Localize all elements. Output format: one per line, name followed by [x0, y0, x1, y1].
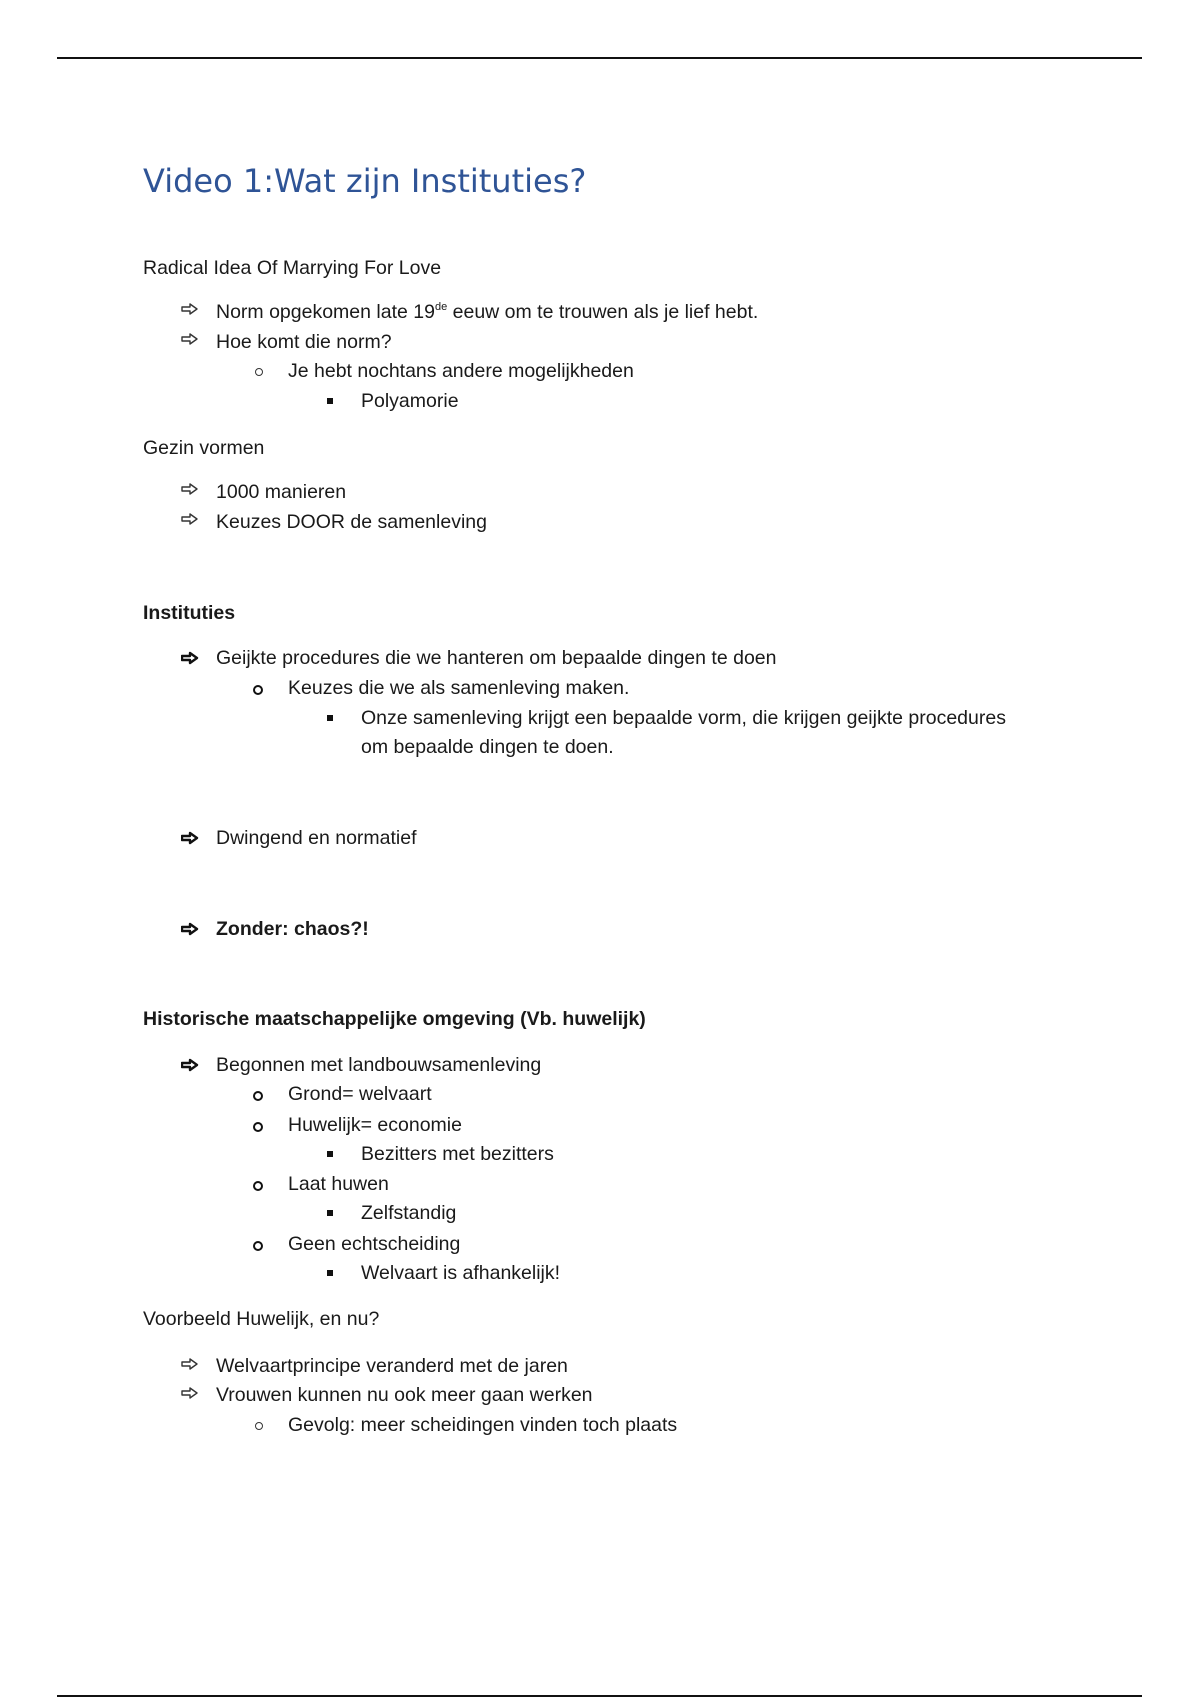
square-bullet-icon [327, 1210, 333, 1216]
list-item: Bezitters met bezitters [361, 1143, 554, 1165]
list-item: Begonnen met landbouwsamenleving [216, 1054, 542, 1076]
circle-bullet-icon [255, 1422, 263, 1430]
circle-bullet-icon [253, 685, 263, 695]
square-bullet-icon [327, 398, 333, 404]
section-heading-love: Radical Idea Of Marrying For Love [143, 257, 442, 279]
list-item: Gevolg: meer scheidingen vinden toch plaats [288, 1414, 678, 1436]
section-heading-gezin: Gezin vormen [143, 437, 265, 459]
page-title: Video 1:Wat zijn Instituties? [143, 162, 587, 200]
list-item: Dwingend en normatief [216, 827, 417, 849]
arrow-bullet-icon [181, 1357, 199, 1371]
header-rule [57, 57, 1142, 59]
list-item: Zelfstandig [361, 1202, 457, 1224]
arrow-bullet-icon [181, 1386, 199, 1400]
circle-bullet-icon [253, 1122, 263, 1132]
list-item: Je hebt nochtans andere mogelijkheden [288, 360, 634, 382]
circle-bullet-icon [255, 368, 263, 376]
list-item-continuation: om bepaalde dingen te doen. [361, 736, 614, 758]
arrow-bullet-icon [181, 512, 199, 526]
list-item: Keuzes die we als samenleving maken. [288, 677, 630, 699]
list-item: Zonder: chaos?! [216, 918, 369, 940]
arrow-bullet-bold-icon [181, 922, 199, 936]
circle-bullet-icon [253, 1241, 263, 1251]
square-bullet-icon [327, 1270, 333, 1276]
list-item: Welvaartprincipe veranderd met de jaren [216, 1355, 568, 1377]
arrow-bullet-icon [181, 302, 199, 316]
arrow-bullet-bold-icon [181, 1058, 199, 1072]
list-item: Laat huwen [288, 1173, 389, 1195]
arrow-bullet-icon [181, 332, 199, 346]
arrow-bullet-icon [181, 482, 199, 496]
list-item: Geen echtscheiding [288, 1233, 461, 1255]
square-bullet-icon [327, 1151, 333, 1157]
circle-bullet-icon [253, 1181, 263, 1191]
list-item: Hoe komt die norm? [216, 331, 392, 353]
list-item: Vrouwen kunnen nu ook meer gaan werken [216, 1384, 593, 1406]
list-item: Huwelijk= economie [288, 1114, 462, 1136]
section-heading-instituties: Instituties [143, 602, 236, 624]
list-item: 1000 manieren [216, 481, 347, 503]
arrow-bullet-bold-icon [181, 651, 199, 665]
list-item: Polyamorie [361, 390, 459, 412]
list-item: Keuzes DOOR de samenleving [216, 511, 487, 533]
footer-rule [57, 1695, 1142, 1697]
list-item: Geijkte procedures die we hanteren om bepaalde dingen te doen [216, 647, 777, 669]
section-heading-historisch: Historische maatschappelijke omgeving (Vb. huwelijk) [143, 1008, 646, 1030]
list-item: Onze samenleving krijgt een bepaalde vorm, die krijgen geijkte procedures [361, 707, 1006, 729]
list-item: Grond= welvaart [288, 1083, 432, 1105]
circle-bullet-icon [253, 1091, 263, 1101]
square-bullet-icon [327, 715, 333, 721]
list-item: Welvaart is afhankelijk! [361, 1262, 561, 1284]
arrow-bullet-bold-icon [181, 831, 199, 845]
list-item: Norm opgekomen late 19de eeuw om te trouwen als je lief hebt. [216, 301, 759, 323]
section-heading-nu: Voorbeeld Huwelijk, en nu? [143, 1308, 380, 1330]
